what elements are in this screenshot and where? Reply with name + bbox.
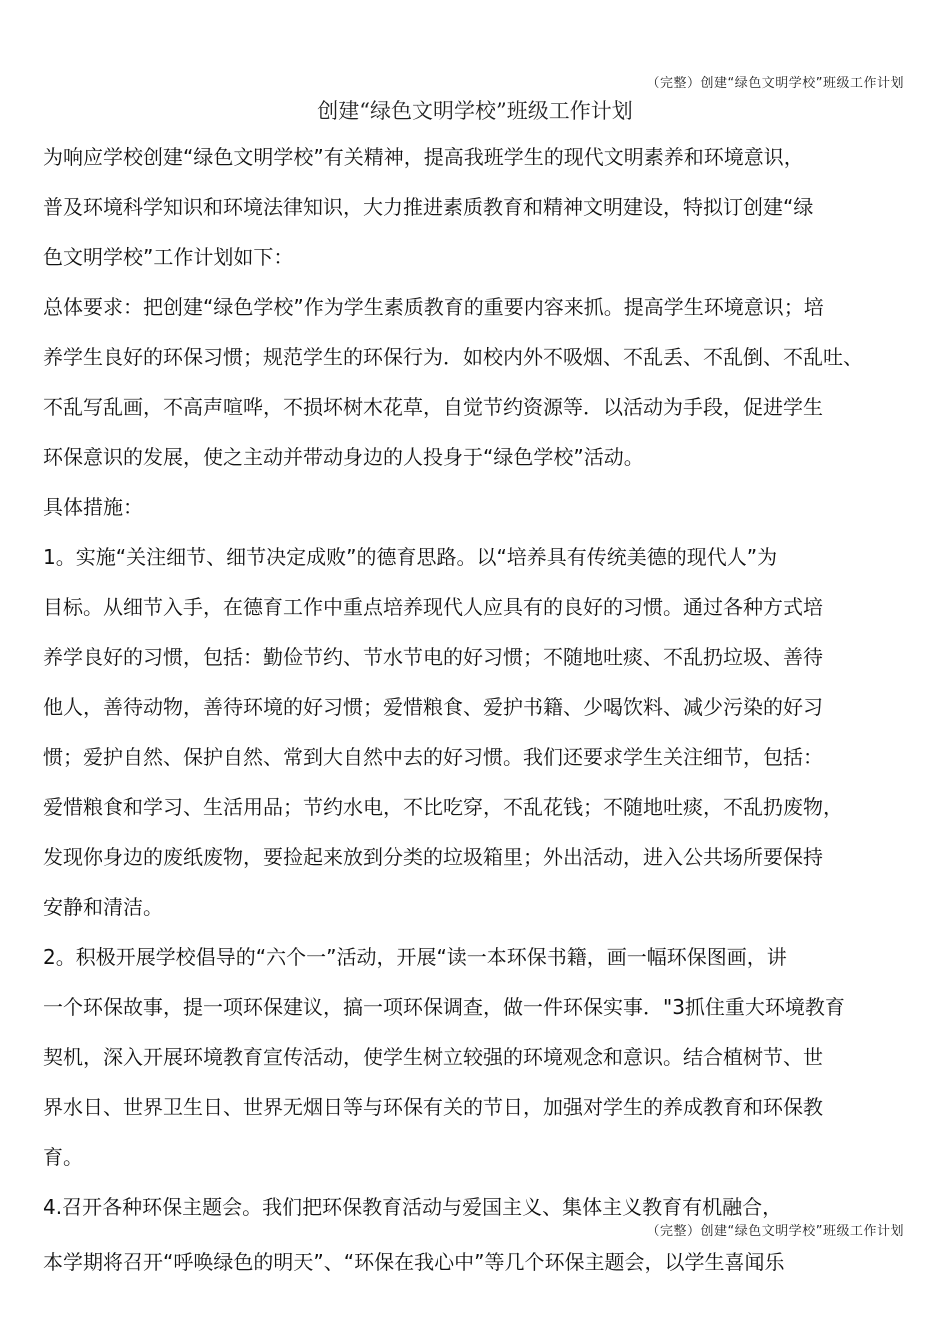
- body-line: 1。实施“关注细节、细节决定成败”的德育思路。以“培养具有传统美德的现代人”为: [43, 545, 778, 569]
- body-line: 养学良好的习惯，包括：勤俭节约、节水节电的好习惯；不随地吐痰、不乱扔垃圾、善待: [43, 645, 823, 669]
- body-line: 不乱写乱画，不高声喧哗，不损坏树木花草，自觉节约资源等．以活动为手段，促进学生: [43, 395, 823, 419]
- document-title: 创建“绿色文明学校”班级工作计划: [317, 99, 633, 123]
- section-heading: 具体措施：: [43, 495, 143, 519]
- body-line: 一个环保故事，提一项环保建议，搞一项环保调查，做一件环保实事．"3抓住重大环境教育: [43, 995, 845, 1019]
- body-line: 育。: [43, 1145, 83, 1169]
- body-line: 安静和清洁。: [43, 895, 163, 919]
- body-line: 爱惜粮食和学习、生活用品；节约水电，不比吃穿，不乱花钱；不随地吐痰，不乱扔废物，: [43, 795, 843, 819]
- body-line: 4.召开各种环保主题会。我们把环保教育活动与爱国主义、集体主义教育有机融合，: [43, 1195, 783, 1219]
- document-body-continued: [43, 1237, 923, 1287]
- body-line: 色文明学校”工作计划如下：: [43, 245, 294, 269]
- running-header-page-2: （完整）创建“绿色文明学校”班级工作计划: [646, 1224, 904, 1239]
- body-line: 他人，善待动物，善待环境的好习惯；爱惜粮食、爱护书籍、少喝饮料、减少污染的好习: [43, 695, 823, 719]
- running-header-top: （完整）创建“绿色文明学校”班级工作计划: [646, 76, 904, 91]
- body-line: 本学期将召开“呼唤绿色的明天”、“环保在我心中”等几个环保主题会，以学生喜闻乐: [43, 1250, 785, 1274]
- body-line: 界水日、世界卫生日、世界无烟日等与环保有关的节日，加强对学生的养成教育和环保教: [43, 1095, 823, 1119]
- body-line: 发现你身边的废纸废物，要捡起来放到分类的垃圾箱里；外出活动，进入公共场所要保持: [43, 845, 823, 869]
- document-body: [43, 132, 923, 1232]
- body-line: 养学生良好的环保习惯；规范学生的环保行为．如校内外不吸烟、不乱丢、不乱倒、不乱吐、: [43, 345, 863, 369]
- body-line: 环保意识的发展，使之主动并带动身边的人投身于“绿色学校”活动。: [43, 445, 644, 469]
- body-line: 惯；爱护自然、保护自然、常到大自然中去的好习惯。我们还要求学生关注细节，包括：: [43, 745, 823, 769]
- body-line: 契机，深入开展环境教育宣传活动，使学生树立较强的环境观念和意识。结合植树节、世: [43, 1045, 823, 1069]
- body-line: 普及环境科学知识和环境法律知识，大力推进素质教育和精神文明建设，特拟订创建“绿: [43, 195, 814, 219]
- body-line: 为响应学校创建“绿色文明学校”有关精神，提高我班学生的现代文明素养和环境意识，: [43, 145, 804, 169]
- body-line: 总体要求：把创建“绿色学校”作为学生素质教育的重要内容来抓。提高学生环境意识；培: [43, 295, 824, 319]
- body-line: 2。积极开展学校倡导的“六个一”活动，开展“读一本环保书籍，画一幅环保图画，讲: [43, 945, 787, 969]
- body-line: 目标。从细节入手，在德育工作中重点培养现代人应具有的良好的习惯。通过各种方式培: [43, 595, 823, 619]
